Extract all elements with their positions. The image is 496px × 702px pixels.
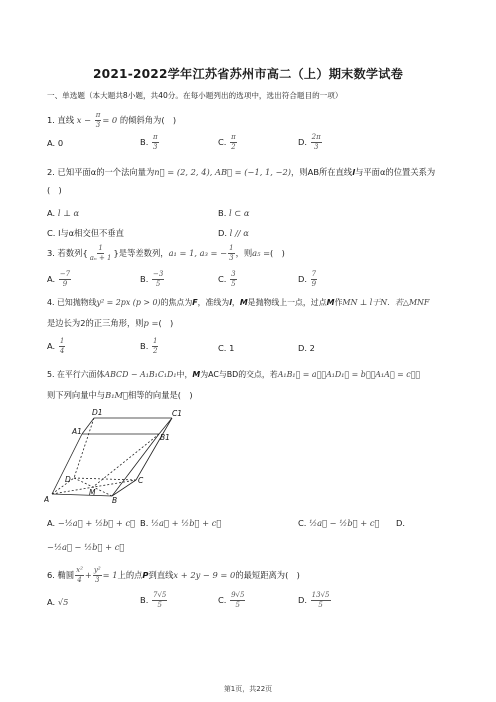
frac-num: 1 bbox=[98, 244, 103, 252]
q4-option-b[interactable] bbox=[140, 338, 159, 355]
option-value: −½a⃗ + ½b⃗ + c⃗ bbox=[57, 518, 136, 528]
option-value: √5 bbox=[57, 597, 69, 607]
option-value: l // α bbox=[229, 228, 249, 238]
option-value: −½a⃗ − ½b⃗ + c⃗ bbox=[47, 542, 125, 552]
q5-option-a[interactable] bbox=[47, 518, 135, 528]
q6-math2: x + 2y − 9 = 0 bbox=[173, 570, 236, 580]
option-label: A. bbox=[47, 341, 56, 351]
option-label: C. bbox=[218, 343, 227, 353]
label-c1: C1 bbox=[172, 409, 183, 418]
exam-title: 2021-2022学年江苏省苏州市高二（上）期末数学试卷 bbox=[92, 67, 404, 81]
q4-stem-d: ， bbox=[231, 298, 240, 307]
option-frac bbox=[59, 338, 65, 355]
q3-option-a[interactable] bbox=[47, 271, 72, 288]
q3-math: a₁ = 1, a₃ = − bbox=[168, 248, 228, 258]
option-label: D. bbox=[298, 343, 308, 353]
edge-a1a bbox=[52, 434, 82, 494]
option-value: 0 bbox=[57, 138, 64, 148]
q4-math: y² = 2px (p > 0) bbox=[96, 298, 161, 307]
q5-stem-b: 中， bbox=[176, 370, 193, 379]
page-footer: 第1页，共22页 bbox=[223, 685, 273, 693]
option-value: l ⊂ α bbox=[228, 208, 250, 218]
frac-den: 5 bbox=[235, 601, 240, 609]
frac-den: 3 bbox=[153, 143, 158, 151]
q6-math: = 1 bbox=[102, 570, 118, 580]
q1-frac-den: 3 bbox=[95, 121, 101, 129]
q4-stem bbox=[47, 298, 429, 308]
option-value: 1 bbox=[229, 343, 235, 353]
label-b1: B1 bbox=[160, 433, 170, 442]
q3-stem bbox=[47, 245, 285, 262]
q6-P: P bbox=[142, 570, 149, 580]
edge-dc bbox=[74, 478, 136, 480]
option-label: A. bbox=[47, 518, 56, 528]
q2-stem-text: 2. 已知平面α的一个法向量为 bbox=[47, 167, 155, 177]
q4-stem-text: 4. 已知抛物线 bbox=[47, 298, 97, 307]
q5-M: M bbox=[192, 370, 201, 379]
frac-den: aₙ + 1 bbox=[89, 254, 112, 262]
option-frac bbox=[230, 134, 237, 151]
q3-option-b[interactable] bbox=[140, 271, 165, 288]
q2-option-b[interactable] bbox=[218, 208, 249, 218]
q4-option-a[interactable] bbox=[47, 338, 66, 355]
q5-stem-c: 为AC与BD的交点，若 bbox=[200, 370, 278, 379]
q6-frac bbox=[75, 567, 84, 584]
q4-stem-b: 的焦点为 bbox=[160, 298, 193, 307]
frac-den: 2 bbox=[231, 143, 236, 151]
q5-math2: A₁B₁⃗ = a⃗，A₁D₁⃗ = b⃗，A₁A⃗ = c⃗， bbox=[277, 370, 421, 379]
label-a: A bbox=[44, 495, 50, 504]
option-label: D. bbox=[218, 228, 228, 238]
option-label: D. bbox=[298, 137, 308, 147]
option-frac bbox=[152, 271, 164, 288]
q1-option-b[interactable] bbox=[140, 134, 160, 151]
q4-math2: MN ⊥ l于N．若△MNF bbox=[342, 298, 430, 307]
option-label: B. bbox=[140, 137, 149, 147]
frac-den: 5 bbox=[157, 601, 162, 609]
q4-option-d[interactable] bbox=[298, 343, 315, 353]
frac-den: 3 bbox=[313, 143, 319, 151]
q5-line2-math: B₁M⃗ bbox=[105, 390, 128, 400]
option-label: C. bbox=[218, 137, 227, 147]
frac-num: 7√5 bbox=[152, 591, 167, 599]
option-label: A. bbox=[47, 274, 56, 284]
q3-stem-text: 3. 若数列{ bbox=[47, 248, 88, 258]
q4-stem-c: ，准线为 bbox=[197, 298, 230, 307]
q4-stem-e: 是抛物线上一点，过点 bbox=[247, 298, 327, 307]
q6-stem bbox=[47, 567, 300, 584]
section-heading: 一、单选题（本大题共8小题，共40分。在每小题列出的选项中，选出符合题目的一项） bbox=[47, 91, 343, 100]
q5-stem-line2 bbox=[47, 390, 193, 400]
q4-stem-f: 作 bbox=[334, 298, 343, 307]
option-value: l与α相交但不垂直 bbox=[58, 228, 124, 238]
q1-option-a[interactable] bbox=[47, 138, 63, 148]
q3-option-c[interactable] bbox=[218, 271, 238, 288]
frac-num: x² bbox=[76, 566, 83, 574]
frac-num: −7 bbox=[59, 270, 71, 278]
q4-line2-tail: ( ) bbox=[158, 318, 174, 328]
label-b: B bbox=[112, 496, 118, 505]
frac-num: 1 bbox=[152, 337, 158, 345]
q2-math: n⃗ = (2, 2, 4), AB⃗ = (−1, 1, −2) bbox=[154, 167, 292, 177]
frac-den: 5 bbox=[231, 280, 236, 288]
frac-den: 4 bbox=[59, 347, 65, 355]
option-value: l ⊥ α bbox=[57, 208, 80, 218]
q2-stem-tail: 与平面α的位置关系为 bbox=[355, 167, 436, 177]
q3-stem-mid2: ，则 bbox=[235, 248, 253, 258]
frac-den: 9 bbox=[311, 280, 317, 288]
edge-ab bbox=[52, 494, 112, 496]
q6-frac2 bbox=[93, 567, 102, 584]
q6-stem-tail: 的最短距离为( ) bbox=[235, 570, 300, 580]
q5-stem bbox=[47, 370, 420, 380]
q5-stem-text: 5. 在平行六面体 bbox=[47, 370, 105, 379]
q2-option-c[interactable] bbox=[47, 228, 124, 238]
edge-b1b bbox=[112, 434, 159, 496]
option-label: C. bbox=[218, 274, 227, 284]
q1-stem bbox=[47, 112, 176, 129]
frac-num: π bbox=[231, 133, 236, 141]
option-frac bbox=[311, 271, 317, 288]
q5-line2-text: 则下列向量中与 bbox=[47, 390, 106, 400]
option-value: 2 bbox=[309, 343, 315, 353]
q1-option-c[interactable] bbox=[218, 134, 238, 151]
q2-l: l bbox=[352, 167, 356, 177]
option-label: A. bbox=[47, 208, 56, 218]
q4-line2-math: p = bbox=[143, 318, 159, 328]
frac-den: 3 bbox=[95, 576, 100, 584]
q1-frac bbox=[95, 112, 102, 129]
q6-option-a[interactable] bbox=[47, 597, 68, 607]
q6-option-c[interactable] bbox=[218, 592, 246, 609]
q3-stem-tail: ( ) bbox=[270, 248, 285, 258]
q5-option-d[interactable] bbox=[396, 518, 405, 528]
option-frac bbox=[311, 592, 331, 609]
option-frac bbox=[59, 271, 71, 288]
option-label: A. bbox=[47, 597, 56, 607]
q1-frac-num: π bbox=[95, 111, 101, 119]
frac-den: 4 bbox=[77, 576, 82, 584]
frac-den: 9 bbox=[62, 280, 68, 288]
q4-M: M bbox=[239, 298, 248, 307]
option-value: ½a⃗ + ½b⃗ + c⃗ bbox=[150, 518, 222, 528]
option-frac bbox=[152, 592, 167, 609]
option-label: C. bbox=[298, 518, 307, 528]
q5-option-d-value bbox=[47, 542, 124, 552]
q4-F: F bbox=[192, 298, 198, 307]
option-label: B. bbox=[218, 208, 227, 218]
edge-c1b1 bbox=[159, 418, 172, 434]
q6-plus: + bbox=[84, 570, 92, 580]
label-m: M bbox=[89, 488, 96, 497]
q5-option-b[interactable] bbox=[140, 518, 221, 528]
option-label: B. bbox=[140, 595, 149, 605]
option-label: C. bbox=[218, 595, 227, 605]
frac-num: 1 bbox=[59, 337, 65, 345]
q6-stem-c: 到直线 bbox=[148, 570, 174, 580]
option-label: A. bbox=[47, 138, 56, 148]
frac-num: 1 bbox=[229, 244, 234, 252]
frac-num: 9√5 bbox=[231, 591, 245, 599]
frac-num: π bbox=[152, 133, 158, 141]
frac-num: 2π bbox=[311, 133, 321, 141]
option-label: D. bbox=[298, 595, 308, 605]
q2-stem bbox=[47, 167, 435, 177]
frac-den: 2 bbox=[152, 347, 158, 355]
q5-line2-tail: 相等的向量是( ) bbox=[128, 390, 193, 400]
q1-math2: = 0 bbox=[102, 115, 118, 125]
option-label: C. bbox=[47, 228, 56, 238]
option-frac bbox=[152, 338, 158, 355]
option-label: B. bbox=[140, 518, 149, 528]
option-frac bbox=[311, 134, 322, 151]
q4-M2: M bbox=[326, 298, 335, 307]
q5-option-c[interactable] bbox=[298, 518, 379, 528]
label-d1: D1 bbox=[92, 408, 103, 417]
frac-num: 7 bbox=[311, 270, 317, 278]
q1-option-d[interactable] bbox=[298, 134, 323, 151]
frac-num: 13√5 bbox=[311, 591, 330, 599]
frac-den: 5 bbox=[155, 280, 161, 288]
label-c: C bbox=[138, 476, 144, 485]
frac-den: 3 bbox=[229, 254, 234, 262]
option-label: D. bbox=[298, 274, 308, 284]
q3-frac bbox=[89, 245, 113, 262]
frac-num: 3 bbox=[231, 270, 236, 278]
q2-paren: ( ) bbox=[47, 185, 62, 195]
q2-option-a[interactable] bbox=[47, 208, 79, 218]
label-a1: A1 bbox=[72, 427, 82, 436]
option-label: B. bbox=[140, 341, 149, 351]
q5-math: ABCD − A₁B₁C₁D₁ bbox=[104, 370, 177, 379]
option-frac bbox=[152, 134, 159, 151]
option-value: ½a⃗ − ½b⃗ + c⃗ bbox=[309, 518, 380, 528]
option-label: B. bbox=[140, 274, 149, 284]
label-d: D bbox=[65, 475, 71, 484]
edge-c1c bbox=[136, 418, 172, 480]
q3-frac2 bbox=[228, 245, 234, 262]
q4-stem-line2 bbox=[47, 318, 173, 328]
option-frac bbox=[230, 592, 245, 609]
q6-option-d[interactable] bbox=[298, 592, 332, 609]
q1-stem-text: 1. 直线 bbox=[47, 115, 75, 125]
q4-l: l bbox=[229, 298, 232, 307]
q1-math: x − bbox=[76, 115, 94, 125]
q3-math2: a₅ = bbox=[252, 248, 271, 258]
q2-stem-mid: ，则AB所在直线 bbox=[291, 167, 353, 177]
q4-line2-text: 是边长为2的正三角形，则 bbox=[47, 318, 144, 328]
option-frac bbox=[230, 271, 236, 288]
q6-option-b[interactable] bbox=[140, 592, 168, 609]
q3-stem-mid: }是等差数列， bbox=[113, 248, 169, 258]
q3-option-d[interactable] bbox=[298, 271, 318, 288]
frac-num: −3 bbox=[152, 270, 164, 278]
frac-den: 5 bbox=[318, 601, 323, 609]
q6-stem-text: 6. 椭圆 bbox=[47, 570, 75, 580]
edge-d1a1 bbox=[82, 418, 94, 434]
q6-stem-b: 上的点 bbox=[117, 570, 143, 580]
option-label: D. bbox=[396, 518, 406, 528]
q4-option-c[interactable] bbox=[218, 343, 234, 353]
q1-stem-tail: 的倾斜角为( ) bbox=[119, 115, 177, 125]
frac-num: y² bbox=[93, 566, 101, 574]
parallelepiped-figure bbox=[44, 406, 194, 506]
q2-option-d[interactable] bbox=[218, 228, 249, 238]
